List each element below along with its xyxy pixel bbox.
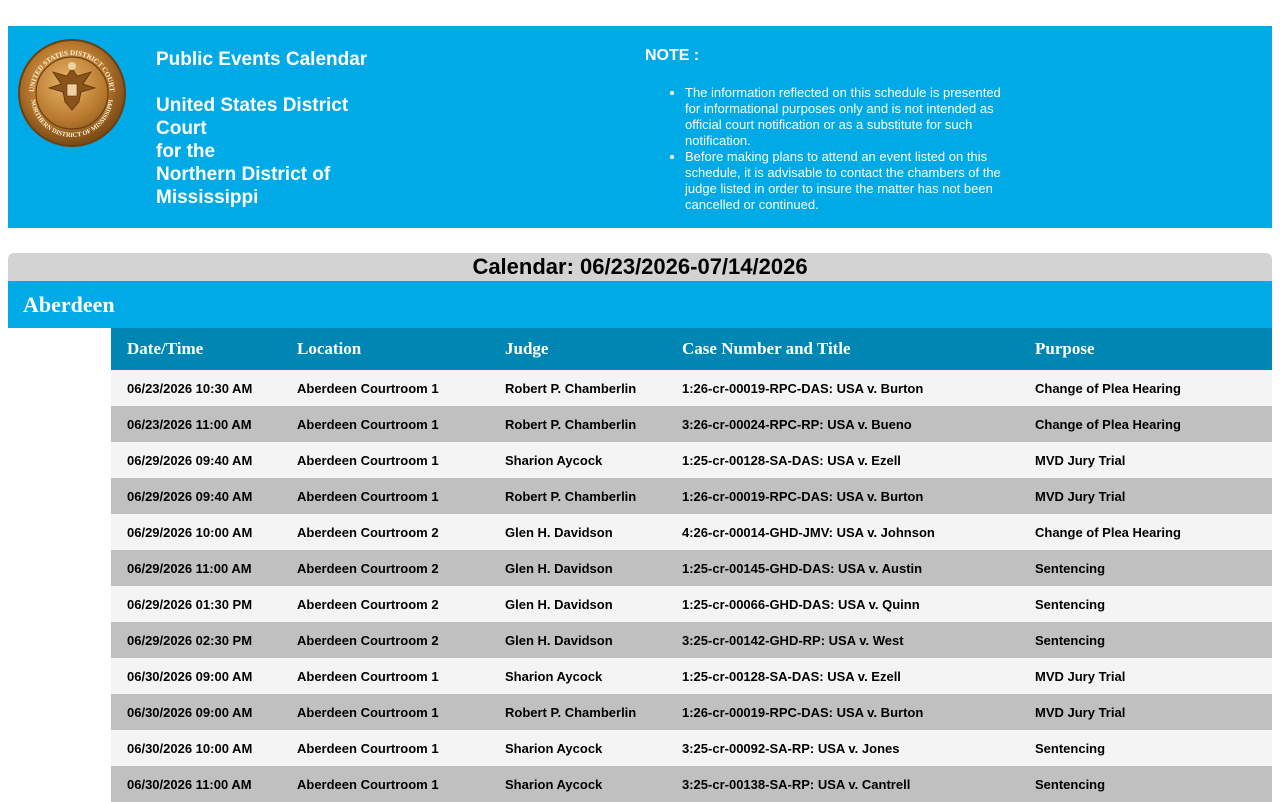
court-name-line: Mississippi [156,187,259,208]
cell-purpose: Sentencing [1019,766,1272,802]
cell-datetime: 06/30/2026 09:00 AM [111,694,281,730]
cell-case: 1:26-cr-00019-RPC-DAS: USA v. Burton [666,478,1019,514]
cell-judge: Robert P. Chamberlin [489,694,666,730]
cell-datetime: 06/23/2026 11:00 AM [111,406,281,442]
court-name-line: for the [156,141,216,162]
cell-case: 3:25-cr-00092-SA-RP: USA v. Jones [666,730,1019,766]
table-row [111,694,1272,730]
cell-location: Aberdeen Courtroom 1 [281,442,489,478]
cell-purpose: MVD Jury Trial [1019,658,1272,694]
cell-case: 3:25-cr-00142-GHD-RP: USA v. West [666,622,1019,658]
cell-datetime: 06/30/2026 09:00 AM [111,658,281,694]
cell-purpose: MVD Jury Trial [1019,442,1272,478]
calendar-range-title: Calendar: 06/23/2026-07/14/2026 [8,253,1272,281]
cell-case: 1:25-cr-00145-GHD-DAS: USA v. Austin [666,550,1019,586]
cell-case: 3:26-cr-00024-RPC-RP: USA v. Bueno [666,406,1019,442]
cell-judge: Glen H. Davidson [489,514,666,550]
table-row [111,766,1272,802]
column-header-case: Case Number and Title [666,328,1019,370]
cell-datetime: 06/29/2026 09:40 AM [111,478,281,514]
cell-judge: Robert P. Chamberlin [489,478,666,514]
cell-judge: Robert P. Chamberlin [489,370,666,406]
cell-datetime: 06/29/2026 09:40 AM [111,442,281,478]
cell-location: Aberdeen Courtroom 2 [281,622,489,658]
column-header-purpose: Purpose [1019,328,1272,370]
cell-datetime: 06/29/2026 10:00 AM [111,514,281,550]
cell-purpose: Sentencing [1019,550,1272,586]
cell-judge: Sharion Aycock [489,766,666,802]
cell-purpose: Sentencing [1019,586,1272,622]
table-row [111,622,1272,658]
table-row [111,514,1272,550]
cell-location: Aberdeen Courtroom 2 [281,586,489,622]
court-name-line: Northern District of [156,164,331,185]
svg-text:UNITED STATES DISTRICT COURT: UNITED STATES DISTRICT COURT [27,48,117,93]
table-row [111,730,1272,766]
cell-case: 1:25-cr-00128-SA-DAS: USA v. Ezell [666,658,1019,694]
cell-location: Aberdeen Courtroom 1 [281,730,489,766]
court-name-line: United States District [156,95,349,116]
court-seal-logo [17,38,127,148]
table-row [111,550,1272,586]
disclaimer-note [645,47,1005,213]
cell-case: 3:25-cr-00138-SA-RP: USA v. Cantrell [666,766,1019,802]
cell-judge: Sharion Aycock [489,442,666,478]
cell-datetime: 06/29/2026 02:30 PM [111,622,281,658]
cell-purpose: Change of Plea Hearing [1019,406,1272,442]
cell-purpose: MVD Jury Trial [1019,694,1272,730]
cell-judge: Glen H. Davidson [489,586,666,622]
svg-text:NORTHERN DISTRICT OF MISSISSIP: NORTHERN DISTRICT OF MISSISSIPPI [29,98,115,140]
court-title-block [156,48,406,209]
cell-location: Aberdeen Courtroom 1 [281,694,489,730]
cell-location: Aberdeen Courtroom 1 [281,658,489,694]
court-name-line: Court [156,118,207,139]
table-row [111,406,1272,442]
cell-judge: Glen H. Davidson [489,550,666,586]
cell-location: Aberdeen Courtroom 1 [281,766,489,802]
page-title: Public Events Calendar [156,49,368,70]
note-item: • Before making plans to attend an event listed on this schedule, it is advisable to contact the chambers of the judge listed in order to insure the matter has not been cancelled or continued. [685,149,1005,213]
table-header-row [111,328,1272,370]
table-row [111,658,1272,694]
note-item: • The information reflected on this schedule is presented for informational purposes only and is not intended as official court notification or as a substitute for such notification. [685,85,1005,149]
cell-location: Aberdeen Courtroom 2 [281,514,489,550]
events-table [111,328,1272,802]
table-row [111,442,1272,478]
page-header [8,26,1272,228]
cell-case: 4:26-cr-00014-GHD-JMV: USA v. Johnson [666,514,1019,550]
note-title: NOTE : [645,47,700,64]
location-heading: Aberdeen [8,281,1272,328]
cell-purpose: Change of Plea Hearing [1019,514,1272,550]
cell-purpose: Sentencing [1019,730,1272,766]
cell-case: 1:25-cr-00128-SA-DAS: USA v. Ezell [666,442,1019,478]
column-header-location: Location [281,328,489,370]
cell-judge: Glen H. Davidson [489,622,666,658]
cell-location: Aberdeen Courtroom 1 [281,406,489,442]
note-list [645,85,1005,213]
cell-case: 1:26-cr-00019-RPC-DAS: USA v. Burton [666,370,1019,406]
cell-purpose: Change of Plea Hearing [1019,370,1272,406]
column-header-judge: Judge [489,328,666,370]
cell-case: 1:25-cr-00066-GHD-DAS: USA v. Quinn [666,586,1019,622]
cell-location: Aberdeen Courtroom 1 [281,370,489,406]
cell-datetime: 06/30/2026 11:00 AM [111,766,281,802]
cell-datetime: 06/29/2026 11:00 AM [111,550,281,586]
cell-judge: Sharion Aycock [489,658,666,694]
table-row [111,478,1272,514]
cell-datetime: 06/30/2026 10:00 AM [111,730,281,766]
cell-datetime: 06/23/2026 10:30 AM [111,370,281,406]
cell-judge: Robert P. Chamberlin [489,406,666,442]
cell-judge: Sharion Aycock [489,730,666,766]
table-row [111,586,1272,622]
cell-case: 1:26-cr-00019-RPC-DAS: USA v. Burton [666,694,1019,730]
cell-purpose: MVD Jury Trial [1019,478,1272,514]
column-header-datetime: Date/Time [111,328,281,370]
table-row [111,370,1272,406]
cell-location: Aberdeen Courtroom 2 [281,550,489,586]
cell-datetime: 06/29/2026 01:30 PM [111,586,281,622]
cell-location: Aberdeen Courtroom 1 [281,478,489,514]
cell-purpose: Sentencing [1019,622,1272,658]
